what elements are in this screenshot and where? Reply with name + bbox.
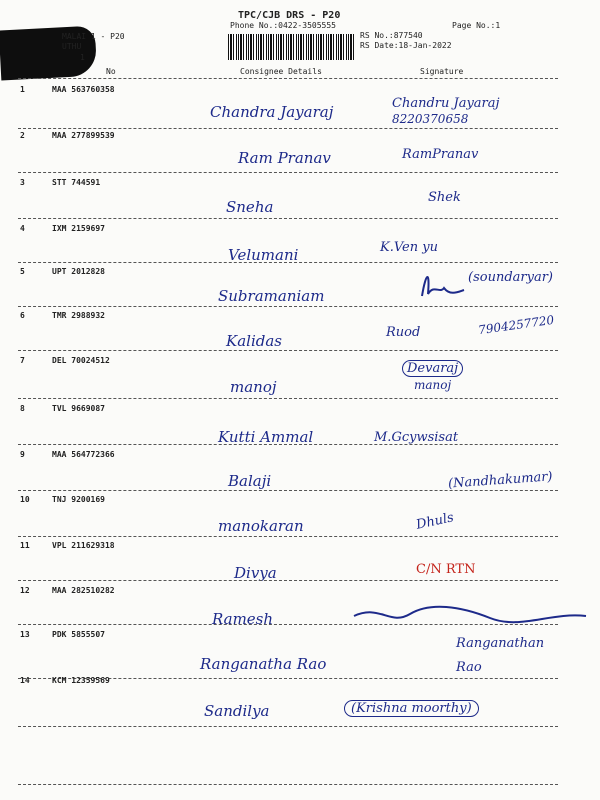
row-divider bbox=[18, 580, 558, 581]
awb-number: MAA 282510282 bbox=[52, 586, 115, 595]
row-number: 14 bbox=[20, 676, 30, 685]
awb-number: TMR 2988932 bbox=[52, 311, 105, 320]
signature: Dhuls bbox=[414, 510, 456, 533]
signature-scribble bbox=[418, 266, 468, 302]
row-number: 8 bbox=[20, 404, 25, 413]
row-divider bbox=[18, 444, 558, 445]
row-number: 2 bbox=[20, 131, 25, 140]
row-number: 7 bbox=[20, 356, 25, 365]
signature-phone: 8220370658 bbox=[392, 112, 469, 126]
consignee-name: Sandilya bbox=[204, 702, 270, 720]
row-number: 1 bbox=[20, 85, 25, 94]
row-divider bbox=[18, 306, 558, 307]
sheet-title: TPC/CJB DRS - P20 bbox=[238, 10, 341, 21]
signature-phone: 7904257720 bbox=[477, 312, 555, 338]
awb-number: MAA 564772366 bbox=[52, 450, 115, 459]
consignee-name: Balaji bbox=[228, 472, 272, 490]
consignee-name: Divya bbox=[234, 564, 277, 582]
phone-number: Phone No.:0422-3505555 bbox=[230, 21, 336, 30]
signature: (Nandhakumar) bbox=[447, 469, 554, 492]
row-divider bbox=[18, 262, 558, 263]
awb-number: TVL 9669087 bbox=[52, 404, 105, 413]
consignee-name: Velumani bbox=[228, 246, 299, 264]
consignee-name: manoj bbox=[230, 378, 277, 396]
row-divider bbox=[18, 128, 558, 129]
consignee-name: manokaran bbox=[218, 517, 304, 535]
row-number: 4 bbox=[20, 224, 25, 233]
rs-number: RS No.:877540 bbox=[360, 31, 423, 40]
row-divider bbox=[18, 726, 558, 727]
awb-number: IXM 2159697 bbox=[52, 224, 105, 233]
rs-date: RS Date:18-Jan-2022 bbox=[360, 41, 452, 50]
row-divider bbox=[18, 490, 558, 491]
signature: Shek bbox=[428, 190, 461, 205]
signature: RamPranav bbox=[402, 147, 479, 162]
consignee-name: Chandra Jayaraj bbox=[210, 103, 334, 121]
column-header-no: No bbox=[106, 67, 116, 76]
signature: Ranganathan Rao bbox=[456, 636, 545, 675]
branch-line-1: MALAI 1 - P20 bbox=[62, 32, 125, 41]
branch-line-3: 1 bbox=[80, 53, 85, 62]
signature-scribble bbox=[350, 602, 590, 632]
awb-number: KCM 12359569 bbox=[52, 676, 110, 685]
column-header-signature: Signature bbox=[420, 67, 464, 76]
awb-number: TNJ 9200169 bbox=[52, 495, 105, 504]
row-number: 10 bbox=[20, 495, 30, 504]
awb-number: DEL 70024512 bbox=[52, 356, 110, 365]
row-number: 11 bbox=[20, 541, 30, 550]
header-divider bbox=[18, 78, 558, 79]
consignee-name: Ram Pranav bbox=[238, 149, 331, 167]
branch-line-2: UTHU bbox=[62, 42, 82, 51]
bottom-divider bbox=[18, 784, 558, 785]
awb-number: STT 744591 bbox=[52, 178, 101, 187]
row-number: 13 bbox=[20, 630, 30, 639]
awb-number: MAA 563760358 bbox=[52, 85, 115, 94]
row-number: 6 bbox=[20, 311, 25, 320]
signature: (Krishna moorthy) bbox=[344, 700, 479, 717]
awb-number: UPT 2012828 bbox=[52, 267, 105, 276]
barcode bbox=[228, 34, 354, 60]
signature: Ruod bbox=[386, 325, 421, 340]
consignee-name: Kalidas bbox=[226, 332, 282, 350]
awb-number: VPL 211629318 bbox=[52, 541, 115, 550]
signature: M.Gcywsisat bbox=[374, 430, 459, 445]
consignee-name: Ranganatha Rao bbox=[200, 655, 327, 673]
signature: Devaraj bbox=[402, 360, 463, 377]
row-divider bbox=[18, 624, 558, 625]
column-header-consignee: Consignee Details bbox=[240, 67, 322, 76]
consignee-name: Kutti Ammal bbox=[218, 428, 314, 446]
row-divider bbox=[18, 172, 558, 173]
row-divider bbox=[18, 536, 558, 537]
return-note: C/N RTN bbox=[416, 562, 476, 577]
consignee-name: Ramesh bbox=[212, 610, 274, 628]
row-number: 12 bbox=[20, 586, 30, 595]
row-number: 9 bbox=[20, 450, 25, 459]
row-number: 3 bbox=[20, 178, 25, 187]
row-divider bbox=[18, 350, 558, 351]
row-divider bbox=[18, 398, 558, 399]
signature-note: manoj bbox=[414, 378, 452, 392]
consignee-name: Subramaniam bbox=[218, 287, 325, 305]
row-number: 5 bbox=[20, 267, 25, 276]
signature: Chandru Jayaraj bbox=[392, 96, 500, 111]
page-number: Page No.:1 bbox=[452, 21, 501, 30]
awb-number: MAA 277899539 bbox=[52, 131, 115, 140]
signature: K.Ven yu bbox=[380, 240, 438, 255]
awb-number: PDK 5855507 bbox=[52, 630, 105, 639]
row-divider bbox=[18, 218, 558, 219]
consignee-name: Sneha bbox=[226, 198, 274, 216]
signature: (soundaryar) bbox=[468, 270, 553, 285]
